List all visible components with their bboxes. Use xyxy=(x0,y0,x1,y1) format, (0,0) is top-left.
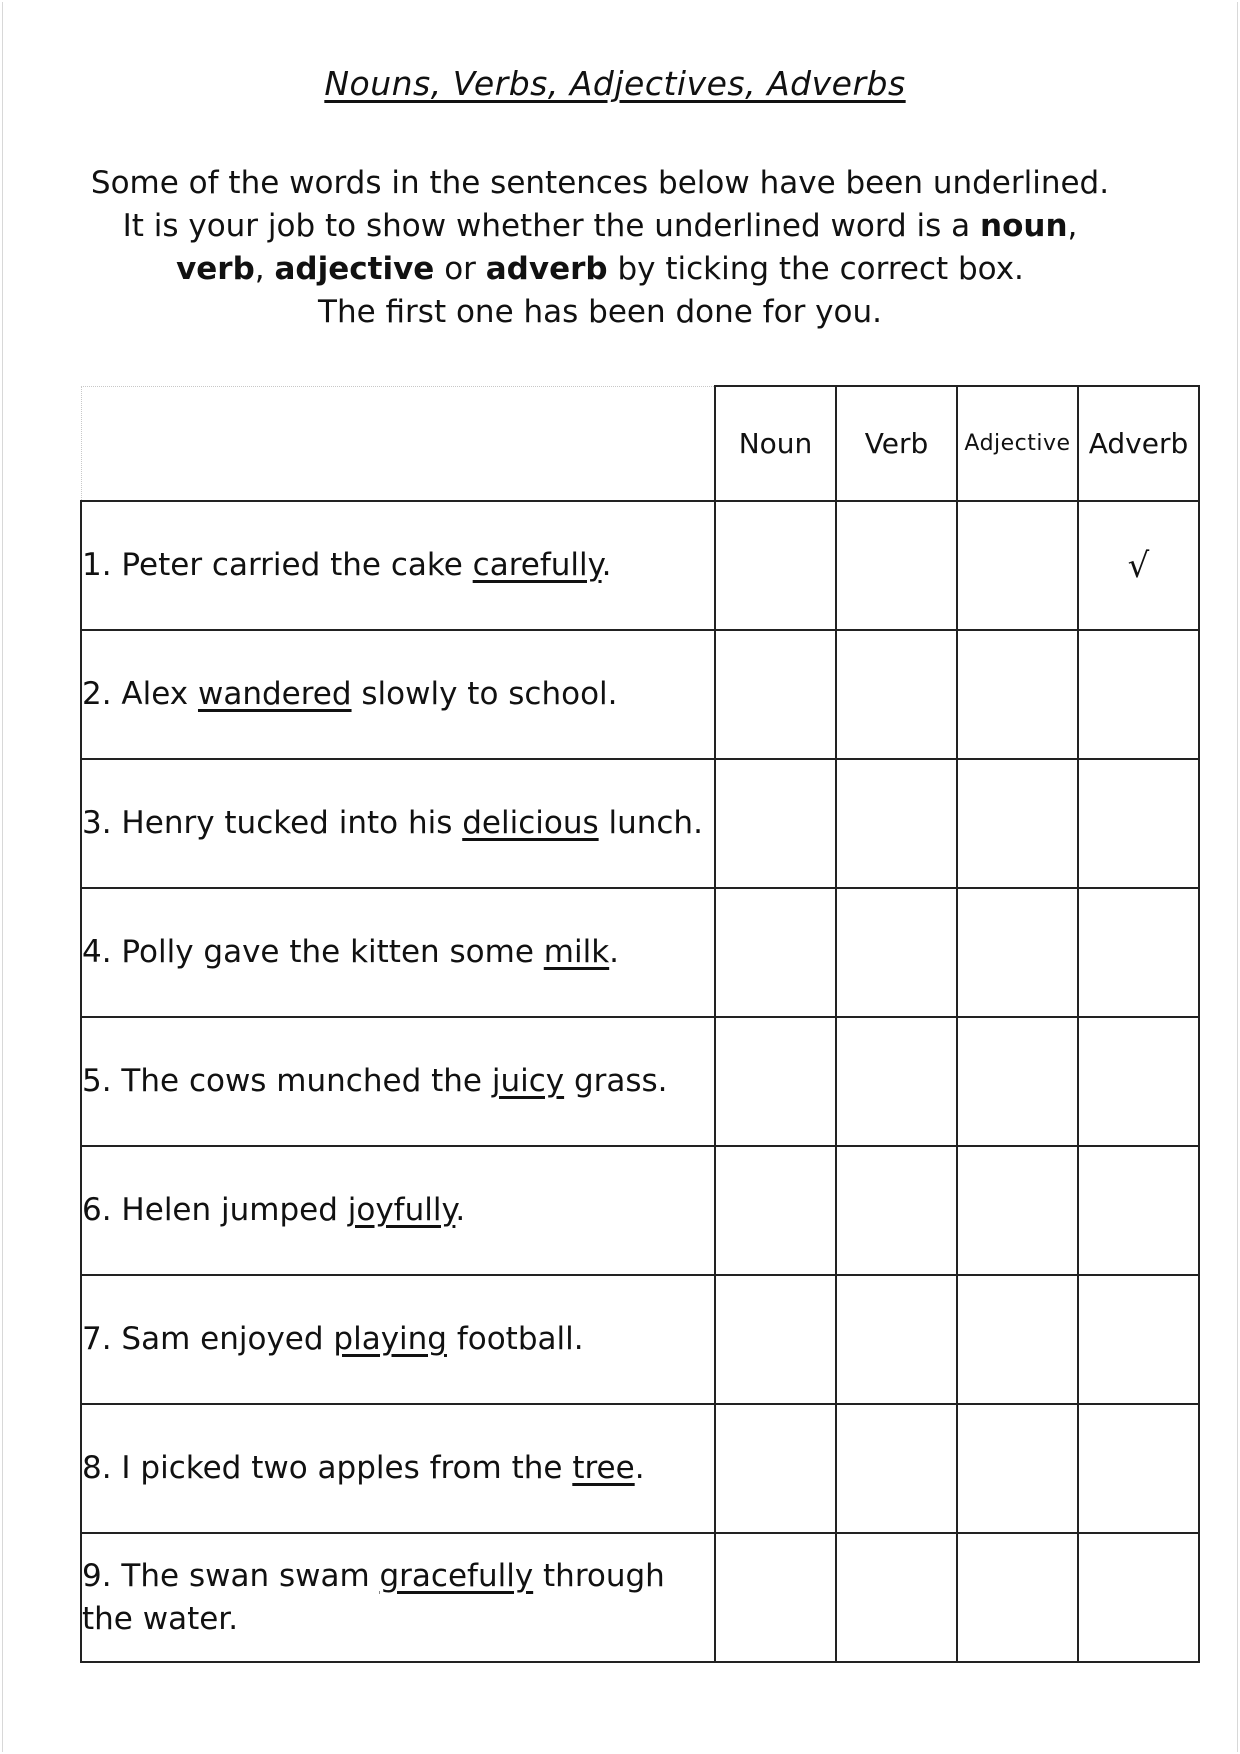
tick-box-adjective[interactable] xyxy=(957,1146,1078,1275)
tick-box-verb[interactable] xyxy=(836,630,957,759)
tick-box-adverb[interactable] xyxy=(1078,1146,1199,1275)
keyword-adjective: adjective xyxy=(274,251,435,287)
instructions-line-2-text: It is your job to show whether the underlined word is a xyxy=(122,208,981,244)
tick-box-verb[interactable] xyxy=(836,1533,957,1662)
instructions-line-3 xyxy=(60,248,1140,291)
column-header-adverb: Adverb xyxy=(1078,386,1199,501)
header-row xyxy=(81,386,1199,501)
underlined-word: milk xyxy=(543,934,610,970)
tick-box-verb[interactable] xyxy=(836,1017,957,1146)
keyword-verb: verb xyxy=(176,251,255,287)
underlined-word: juicy xyxy=(491,1063,565,1099)
sentence-cell xyxy=(81,1146,715,1275)
sentence-text: 3. Henry tucked into his xyxy=(82,805,463,841)
tick-box-adjective[interactable] xyxy=(957,1533,1078,1662)
tick-box-verb[interactable] xyxy=(836,1404,957,1533)
sentence-text: through the water. xyxy=(82,1557,665,1637)
tick-box-verb[interactable] xyxy=(836,1146,957,1275)
tick-box-noun[interactable] xyxy=(715,1146,836,1275)
tick-box-adjective[interactable] xyxy=(957,888,1078,1017)
tick-box-verb[interactable] xyxy=(836,1275,957,1404)
tick-box-noun[interactable] xyxy=(715,759,836,888)
instructions-line-2 xyxy=(60,205,1140,248)
keyword-adverb: adverb xyxy=(485,251,608,287)
table-row xyxy=(81,888,1199,1017)
tick-box-adverb[interactable] xyxy=(1078,630,1199,759)
tick-box-noun[interactable] xyxy=(715,1533,836,1662)
tick-box-noun[interactable] xyxy=(715,888,836,1017)
underlined-word: carefully xyxy=(472,547,602,583)
underlined-word: playing xyxy=(333,1321,447,1357)
sentence-text: 1. Peter carried the cake xyxy=(82,547,473,583)
sentence-cell xyxy=(81,1017,715,1146)
header-corner-cell xyxy=(81,386,715,501)
tick-box-verb[interactable] xyxy=(836,501,957,630)
underlined-word: wandered xyxy=(197,676,352,712)
table-row xyxy=(81,1404,1199,1533)
table-row xyxy=(81,759,1199,888)
keyword-noun: noun xyxy=(980,208,1068,244)
tick-box-adjective[interactable] xyxy=(957,759,1078,888)
sentence-text: grass. xyxy=(564,1063,668,1099)
tick-box-noun[interactable] xyxy=(715,1404,836,1533)
comma: , xyxy=(1067,208,1078,244)
sentence-text: . xyxy=(634,1450,645,1486)
sentence-cell xyxy=(81,888,715,1017)
tick-box-adjective[interactable] xyxy=(957,501,1078,630)
sentence-text: 8. I picked two apples from the xyxy=(82,1450,573,1486)
tick-box-noun[interactable] xyxy=(715,1275,836,1404)
sentence-cell xyxy=(81,1533,715,1662)
table-row xyxy=(81,501,1199,630)
answer-table xyxy=(80,385,1200,1663)
sentence-text: slowly to school. xyxy=(351,676,618,712)
table-row xyxy=(81,1275,1199,1404)
underlined-word: gracefully xyxy=(379,1557,534,1594)
tick-box-adverb[interactable] xyxy=(1078,1275,1199,1404)
sentence-text: . xyxy=(609,934,620,970)
sentence-text: 5. The cows munched the xyxy=(82,1063,492,1099)
sentence-text: . xyxy=(455,1192,466,1228)
table-row xyxy=(81,630,1199,759)
column-header-noun: Noun xyxy=(715,386,836,501)
instructions-line-4: The first one has been done for you. xyxy=(318,294,882,330)
instructions xyxy=(60,162,1140,334)
tick-box-adverb[interactable] xyxy=(1078,501,1199,630)
sentence-text: football. xyxy=(446,1321,584,1357)
tick-box-verb[interactable] xyxy=(836,888,957,1017)
tick-box-noun[interactable] xyxy=(715,501,836,630)
sentence-text: 4. Polly gave the kitten some xyxy=(82,934,544,970)
sentence-cell xyxy=(81,1275,715,1404)
worksheet-title: Nouns, Verbs, Adjectives, Adverbs xyxy=(324,64,906,103)
tick-box-adjective[interactable] xyxy=(957,1275,1078,1404)
underlined-word: joyfully xyxy=(347,1192,456,1228)
table-row xyxy=(81,1533,1199,1662)
sentence-cell xyxy=(81,1404,715,1533)
underlined-word: delicious xyxy=(462,805,599,841)
tick-box-adjective[interactable] xyxy=(957,1017,1078,1146)
tick-box-adjective[interactable] xyxy=(957,1404,1078,1533)
sentence-text: 6. Helen jumped xyxy=(82,1192,348,1228)
sentence-text: 2. Alex xyxy=(82,676,198,712)
tick-box-adverb[interactable] xyxy=(1078,888,1199,1017)
sentence-text: lunch. xyxy=(598,805,703,841)
underlined-word: tree xyxy=(572,1450,635,1486)
tick-box-verb[interactable] xyxy=(836,759,957,888)
tick-box-noun[interactable] xyxy=(715,1017,836,1146)
tick-box-adverb[interactable] xyxy=(1078,1533,1199,1662)
column-header-verb: Verb xyxy=(836,386,957,501)
sentence-text: 7. Sam enjoyed xyxy=(82,1321,334,1357)
tick-box-adverb[interactable] xyxy=(1078,759,1199,888)
tick-box-adverb[interactable] xyxy=(1078,1404,1199,1533)
or-text: or xyxy=(434,251,486,287)
sentence-cell xyxy=(81,501,715,630)
tick-mark-icon: √ xyxy=(1127,545,1150,586)
instructions-line-3-text: by ticking the correct box. xyxy=(607,251,1024,287)
tick-box-noun[interactable] xyxy=(715,630,836,759)
sentence-text: . xyxy=(601,547,612,583)
tick-box-adverb[interactable] xyxy=(1078,1017,1199,1146)
column-header-adjective: Adjective xyxy=(957,386,1078,501)
comma: , xyxy=(254,251,275,287)
table-row xyxy=(81,1017,1199,1146)
sentence-cell xyxy=(81,759,715,888)
tick-box-adjective[interactable] xyxy=(957,630,1078,759)
table-row xyxy=(81,1146,1199,1275)
instructions-line-1: Some of the words in the sentences below have been underlined. xyxy=(90,165,1110,201)
sentence-text: 9. The swan swam xyxy=(82,1557,380,1594)
sentence-cell xyxy=(81,630,715,759)
